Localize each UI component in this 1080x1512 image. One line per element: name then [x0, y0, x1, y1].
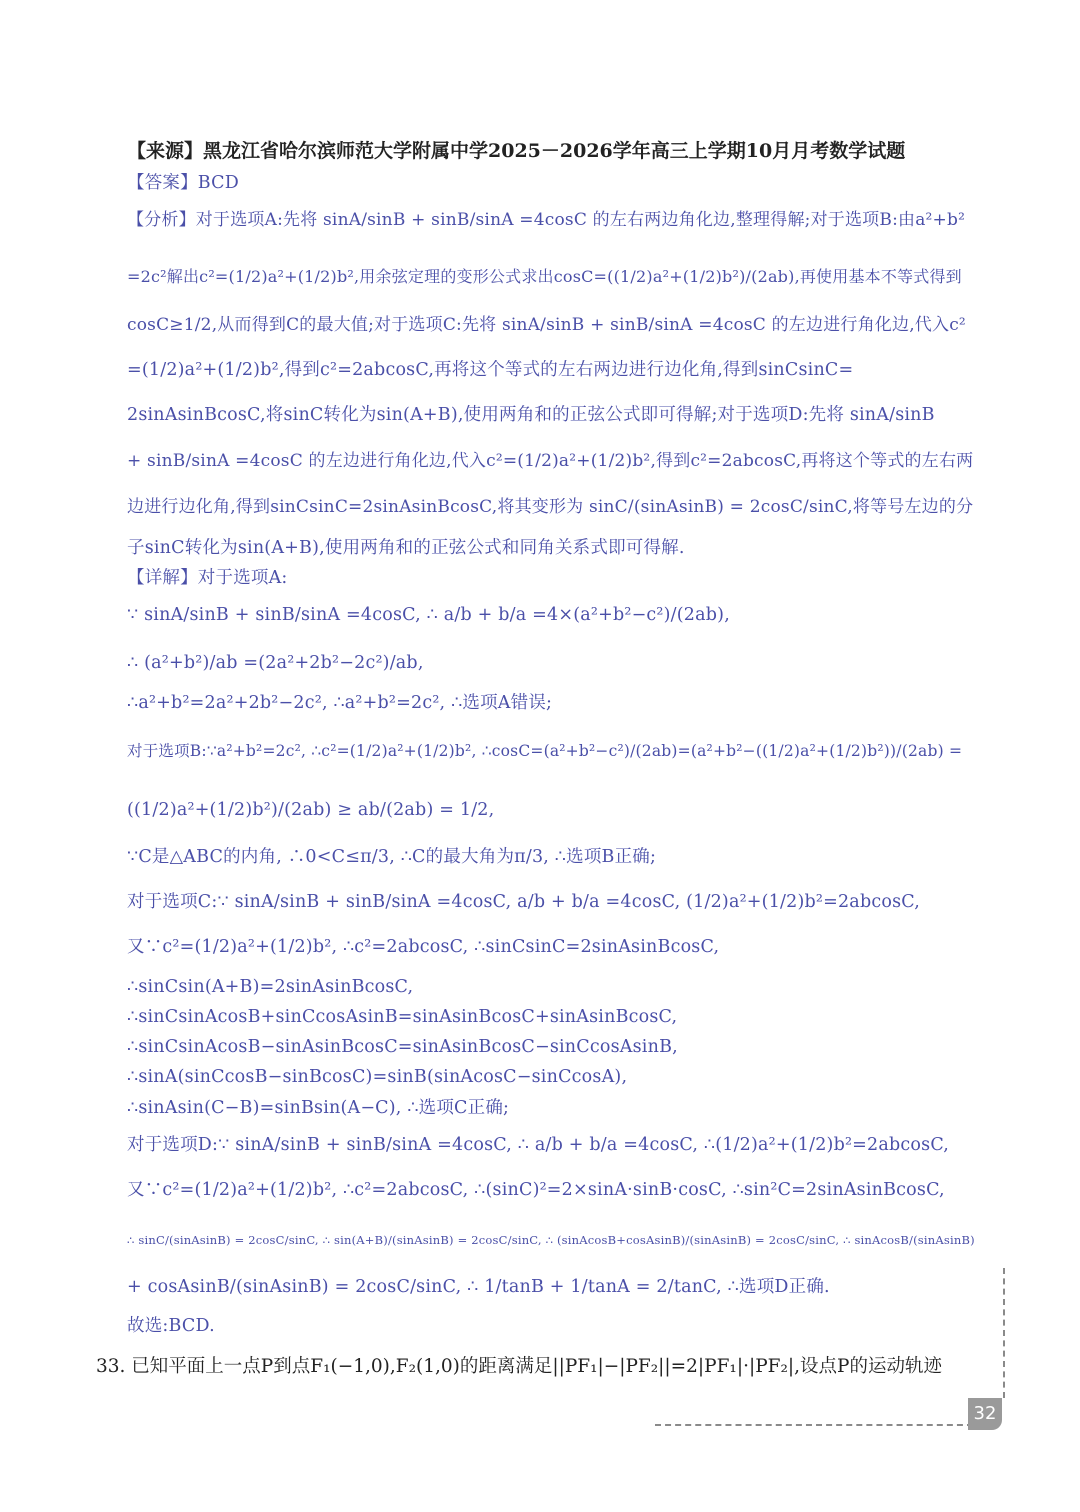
analysis-line-1: 【分析】对于选项A:先将 sinA/sinB + sinB/sinA =4cosC 的左右两边角化边,整理得解;对于选项B:由a²+b² [127, 210, 966, 230]
detail-line-12: ∴sinA(sinCcosB−sinBcosC)=sinB(sinAcosC−sinCcosA), [127, 1067, 628, 1087]
answer-line: 【答案】BCD [127, 173, 240, 193]
detail-line-15: 又∵c²=(1/2)a²+(1/2)b², ∴c²=2abcosC, ∴(sinC)²=2×sinA·sinB·cosC, ∴sin²C=2sinAsinBcosC, [127, 1180, 945, 1200]
detail-line-5: ((1/2)a²+(1/2)b²)/(2ab) ≥ ab/(2ab) = 1/2, [127, 800, 495, 820]
detail-line-18: 故选:BCD. [127, 1316, 215, 1336]
analysis-line-4: =(1/2)a²+(1/2)b²,得到c²=2abcosC,再将这个等式的左右两边进行边化角,得到sinCsinC= [127, 360, 854, 380]
detail-line-11: ∴sinCsinAcosB−sinAsinBcosC=sinAsinBcosC−sinCcosAsinB, [127, 1037, 678, 1057]
detail-line-7: 对于选项C:∵ sinA/sinB + sinB/sinA =4cosC, a/b + b/a =4cosC, (1/2)a²+(1/2)b²=2abcosC, [127, 892, 920, 912]
page-number-badge: 32 [968, 1398, 1002, 1430]
detail-line-1: ∵ sinA/sinB + sinB/sinA =4cosC, ∴ a/b + b/a =4×(a²+b²−c²)/(2ab), [127, 605, 730, 625]
source-line: 【来源】黑龙江省哈尔滨师范大学附属中学2025－2026学年高三上学期10月月考数学试题 [127, 140, 906, 162]
analysis-line-5: 2sinAsinBcosC,将sinC转化为sin(A+B),使用两角和的正弦公式即可得解;对于选项D:先将 sinA/sinB [127, 405, 935, 425]
detail-line-9: ∴sinCsin(A+B)=2sinAsinBcosC, [127, 977, 414, 997]
analysis-line-2: =2c²解出c²=(1/2)a²+(1/2)b²,用余弦定理的变形公式求出cosC=((1/2)a²+(1/2)b²)/(2ab),再使用基本不等式得到 [127, 267, 962, 286]
detail-line-3: ∴a²+b²=2a²+2b²−2c², ∴a²+b²=2c², ∴选项A错误; [127, 693, 553, 713]
detail-line-16: ∴ sinC/(sinAsinB) = 2cosC/sinC, ∴ sin(A+B)/(sinAsinB) = 2cosC/sinC, ∴ (sinAcosB+cosAsinB)/(sinAsinB) = 2cosC/sinC, ∴ sinAcosB/(sinAsinB) [127, 1233, 975, 1247]
detail-line-8: 又∵c²=(1/2)a²+(1/2)b², ∴c²=2abcosC, ∴sinCsinC=2sinAsinBcosC, [127, 937, 720, 957]
analysis-line-7: 边进行边化角,得到sinCsinC=2sinAsinBcosC,将其变形为 sinC/(sinAsinB) = 2cosC/sinC,将等号左边的分 [127, 497, 974, 517]
analysis-line-8: 子sinC转化为sin(A+B),使用两角和的正弦公式和同角关系式即可得解. [127, 538, 685, 558]
dashed-border-vertical [1003, 1268, 1005, 1398]
analysis-line-3: cosC≥1/2,从而得到C的最大值;对于选项C:先将 sinA/sinB + sinB/sinA =4cosC 的左边进行角化边,代入c² [127, 315, 966, 335]
detail-line-4: 对于选项B:∵a²+b²=2c², ∴c²=(1/2)a²+(1/2)b², ∴cosC=(a²+b²−c²)/(2ab)=(a²+b²−((1/2)a²+(1/2)b²))/(2ab) = [127, 742, 963, 760]
detail-line-13: ∴sinAsin(C−B)=sinBsin(A−C), ∴选项C正确; [127, 1098, 510, 1118]
detail-line-2: ∴ (a²+b²)/ab =(2a²+2b²−2c²)/ab, [127, 653, 424, 673]
detail-line-6: ∵C是△ABC的内角, ∴0<C≤π/3, ∴C的最大角为π/3, ∴选项B正确; [127, 847, 657, 867]
detail-line-17: + cosAsinB/(sinAsinB) = 2cosC/sinC, ∴ 1/tanB + 1/tanA = 2/tanC, ∴选项D正确. [127, 1277, 830, 1297]
analysis-line-6: + sinB/sinA =4cosC 的左边进行角化边,代入c²=(1/2)a²+(1/2)b²,得到c²=2abcosC,再将这个等式的左右两 [127, 451, 974, 471]
detail-line-14: 对于选项D:∵ sinA/sinB + sinB/sinA =4cosC, ∴ a/b + b/a =4cosC, ∴(1/2)a²+(1/2)b²=2abcosC, [127, 1135, 950, 1155]
detail-title: 【详解】对于选项A: [127, 568, 288, 588]
detail-line-10: ∴sinCsinAcosB+sinCcosAsinB=sinAsinBcosC+sinAsinBcosC, [127, 1007, 678, 1027]
question-33: 33. 已知平面上一点P到点F₁(−1,0),F₂(1,0)的距离满足||PF₁|−|PF₂||=2|PF₁|·|PF₂|,设点P的运动轨迹 [96, 1356, 942, 1377]
dashed-border-horizontal [655, 1424, 973, 1426]
